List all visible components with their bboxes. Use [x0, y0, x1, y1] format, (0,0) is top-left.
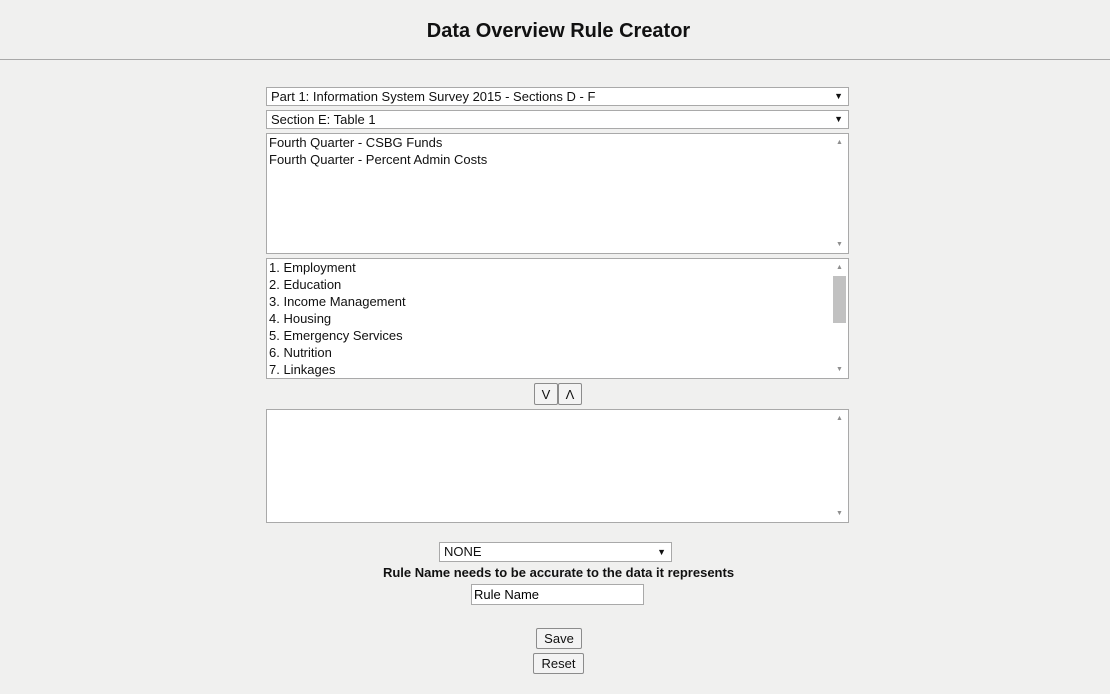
rule-name-note: Rule Name needs to be accurate to the data it represents: [382, 565, 735, 580]
scroll-down-arrow-icon[interactable]: ▼: [836, 366, 843, 373]
scrollbar[interactable]: [831, 259, 848, 378]
list-item[interactable]: 4. Housing: [269, 311, 332, 326]
dropdown-arrow-icon: ▼: [657, 547, 666, 557]
list-item[interactable]: 6. Nutrition: [269, 345, 332, 360]
save-button[interactable]: Save: [536, 628, 582, 649]
part-select-value: Part 1: Information System Survey 2015 - Sections D - F: [271, 89, 596, 104]
scroll-up-arrow-icon[interactable]: ▲: [836, 139, 843, 146]
dropdown-arrow-icon: ▼: [834, 91, 843, 101]
list-item[interactable]: 3. Income Management: [269, 294, 406, 309]
scroll-down-arrow-icon[interactable]: ▼: [836, 510, 843, 517]
move-up-button[interactable]: Λ: [558, 383, 582, 405]
part-select[interactable]: [266, 87, 849, 106]
section-select-value: Section E: Table 1: [271, 112, 376, 127]
scrollbar[interactable]: [831, 134, 848, 253]
reset-button[interactable]: Reset: [533, 653, 584, 674]
page-title: Data Overview Rule Creator: [426, 20, 691, 42]
scroll-up-arrow-icon[interactable]: ▲: [836, 264, 843, 271]
operator-select[interactable]: [439, 542, 672, 562]
row-listbox[interactable]: [266, 258, 849, 379]
column-list-items: [269, 134, 830, 168]
row-list-items: [269, 259, 830, 378]
list-item[interactable]: 2. Education: [269, 277, 342, 292]
section-select[interactable]: [266, 110, 849, 129]
selected-listbox[interactable]: [266, 409, 849, 523]
scroll-up-arrow-icon[interactable]: ▲: [836, 415, 843, 422]
rule-name-input[interactable]: [471, 584, 644, 605]
scrollbar[interactable]: [831, 410, 848, 522]
column-listbox[interactable]: [266, 133, 849, 254]
list-item[interactable]: 1. Employment: [269, 260, 356, 275]
scroll-down-arrow-icon[interactable]: ▼: [836, 241, 843, 248]
dropdown-arrow-icon: ▼: [834, 114, 843, 124]
page-header: [0, 0, 1110, 60]
list-item[interactable]: 7. Linkages: [269, 362, 336, 377]
list-item[interactable]: Fourth Quarter - Percent Admin Costs: [269, 152, 488, 167]
list-item[interactable]: 5. Emergency Services: [269, 328, 403, 343]
move-down-button[interactable]: V: [534, 383, 558, 405]
list-item[interactable]: Fourth Quarter - CSBG Funds: [269, 135, 443, 150]
scrollbar-thumb[interactable]: [833, 276, 846, 323]
operator-select-value: NONE: [444, 544, 482, 559]
